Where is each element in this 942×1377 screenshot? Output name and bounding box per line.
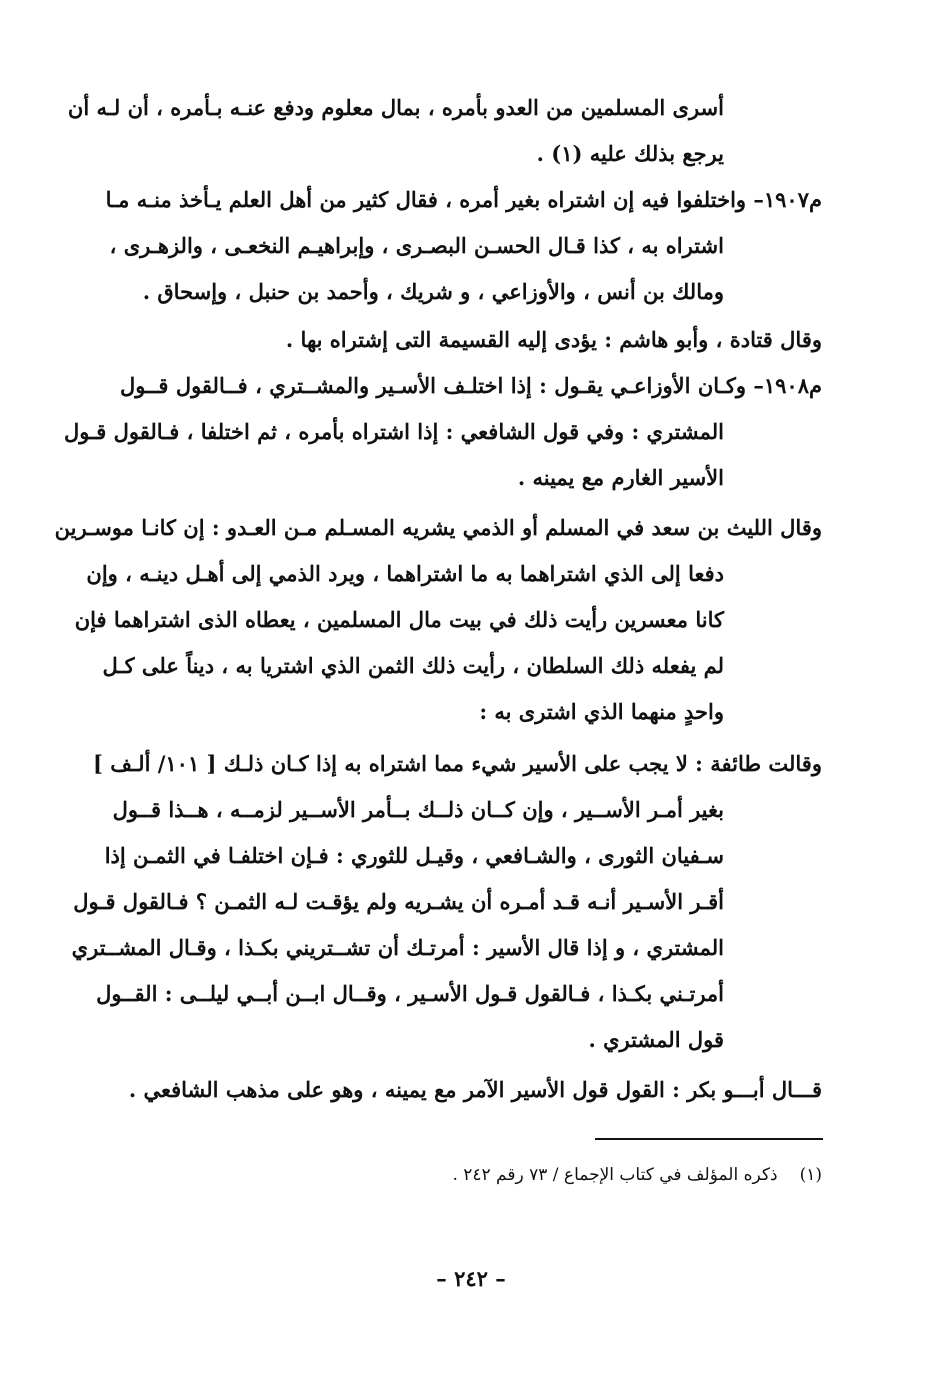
text-line-9: الأسير الغارم مع يمينه . xyxy=(517,465,724,490)
text-line-13: لم يفعله ذلك السلطان ، رأيت ذلك الثمن الذي اشتريا به ، ديناً على كـل xyxy=(102,653,724,678)
text-line-12: كانا معسرين رأيت ذلك في بيت مال المسلمين ، يعطاه الذى اشتراهما فإن xyxy=(74,607,724,632)
text-line-3: م١٩٠٧– واختلفوا فيه إن اشتراه بغير أمره ، فقال كثير من أهل العلم يـأخذ منـه مـا xyxy=(105,187,822,212)
text-line-14: واحدٍ منهما الذي اشترى به : xyxy=(479,699,724,724)
text-line-10: وقال الليث بن سعد في المسلم أو الذمي يشريه المسـلم مـن العـدو : إن كانـا موسـرين xyxy=(54,515,822,540)
text-line-6: وقال قتادة ، وأبو هاشم : يؤدى إليه القسيمة التى إشتراه بها . xyxy=(285,327,822,352)
text-line-18: أقـر الأسـير أنـه قـد أمـره أن يشـريه ولم يؤقـت لـه الثمـن ؟ فـالقول قـول xyxy=(73,889,724,914)
text-line-7: م١٩٠٨– وكـان الأوزاعـي يقـول : إذا اختلـف الأسـير والمشــتري ، فــالقول قــول xyxy=(120,373,822,398)
text-line-1: أسرى المسلمين من العدو بأمره ، بمال معلوم ودفع عنـه بـأمره ، أن لـه أن xyxy=(67,95,724,120)
text-line-2: يرجع بذلك عليه (١) . xyxy=(536,141,724,166)
text-line-16: بغير أمـر الأســير ، وإن كــان ذلــك بــأمر الأســير لزمــه ، هــذا قــول xyxy=(112,797,724,822)
page-number: – ٢٤٢ – xyxy=(436,1266,506,1291)
text-line-8: المشتري : وفي قول الشافعي : إذا اشتراه بأمره ، ثم اختلفا ، فـالقول قـول xyxy=(63,419,724,444)
footnote-separator xyxy=(595,1138,823,1140)
footnote-number: (١) xyxy=(799,1165,822,1185)
footnote xyxy=(452,1160,822,1190)
footnote-text: ذكره المؤلف في كتاب الإجماع / ٧٣ رقم ٢٤٢ . xyxy=(452,1165,778,1185)
text-line-19: المشتري ، و إذا قال الأسير : أمرتـك أن تشــتريني بكـذا ، وقـال المشــتري xyxy=(71,935,724,960)
text-line-5: ومالك بن أنس ، والأوزاعي ، و شريك ، وأحمد بن حنبل ، وإسحاق . xyxy=(142,279,724,304)
text-line-21: قول المشتري . xyxy=(588,1027,724,1052)
text-line-15: وقالت طائفة : لا يجب على الأسير شيء مما اشتراه به إذا كـان ذلـك [ ١٠١/ ألـف ] xyxy=(93,751,822,776)
text-line-11: دفعا إلى الذي اشتراهما به ما اشتراهما ، ويرد الذمي إلى أهـل دينـه ، وإن xyxy=(86,561,724,586)
text-line-4: اشتراه به ، كذا قـال الحسـن البصـرى ، وإبراهيـم النخعـى ، والزهـرى ، xyxy=(109,233,724,258)
text-line-22: قـــال أبـــو بكر : القول قول الأسير الآمر مع يمينه ، وهو على مذهب الشافعي . xyxy=(128,1077,822,1102)
text-line-17: سـفيان الثورى ، والشـافعي ، وقيـل للثوري : فـإن اختلفـا في الثمـن إذا xyxy=(104,843,724,868)
text-line-20: أمرتـني بكـذا ، فـالقول قـول الأسـير ، وقــال ابــن أبــي ليلــى : القــول xyxy=(96,981,724,1006)
